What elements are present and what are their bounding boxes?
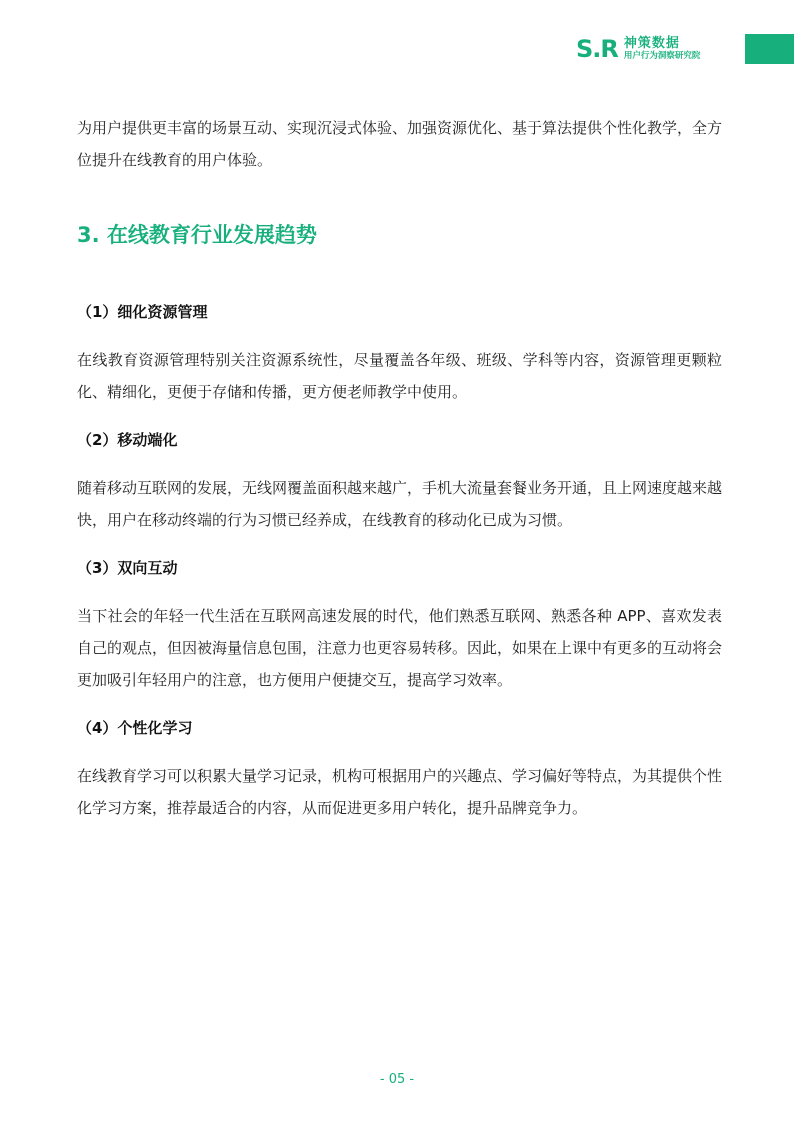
subsection-paragraph: 在线教育学习可以积累大量学习记录，机构可根据用户的兴趣点、学习偏好等特点，为其提供个性化学习方案，推荐最适合的内容，从而促进更多用户转化，提升品牌竞争力。 (77, 767, 723, 817)
page-number: - 05 - (379, 1072, 415, 1087)
subsection-heading: （2）移动端化 (77, 431, 178, 449)
logo-subtitle: 用户行为洞察研究院 (623, 51, 701, 61)
subsection-heading: （3）双向互动 (77, 559, 178, 577)
logo-text (624, 36, 701, 62)
subsection-paragraph: 随着移动互联网的发展，无线网覆盖面积越来越广，手机大流量套餐业务开通，且上网速度越来越快，用户在移动终端的行为习惯已经养成，在线教育的移动化已成为习惯。 (77, 479, 723, 529)
brand-logo (576, 34, 700, 64)
subsection-paragraph: 当下社会的年轻一代生活在互联网高速发展的时代，他们熟悉互联网、熟悉各种 APP、喜欢发表自己的观点，但因被海量信息包围，注意力也更容易转移。因此，如果在上课中有更多的互动将会更加吸引年轻用户的注意，也方便用户便捷交互，提高学习效率。 (77, 607, 723, 689)
page-content (77, 112, 722, 824)
logo-mark: S.R (576, 35, 618, 63)
subsection-paragraph: 在线教育资源管理特别关注资源系统性，尽量覆盖各年级、班级、学科等内容，资源管理更颗粒化、精细化，更便于存储和传播，更方便老师教学中使用。 (77, 351, 722, 401)
logo-name: 神策数据 (623, 36, 680, 51)
header-accent-bar (745, 34, 794, 64)
subsection-heading: （4）个性化学习 (77, 719, 193, 737)
subsection-heading: （1）细化资源管理 (77, 303, 208, 321)
intro-paragraph: 为用户提供更丰富的场景互动、实现沉浸式体验、加强资源优化、基于算法提供个性化教学，全方位提升在线教育的用户体验。 (77, 119, 723, 169)
section-title: 3. 在线教育行业发展趋势 (77, 223, 317, 247)
